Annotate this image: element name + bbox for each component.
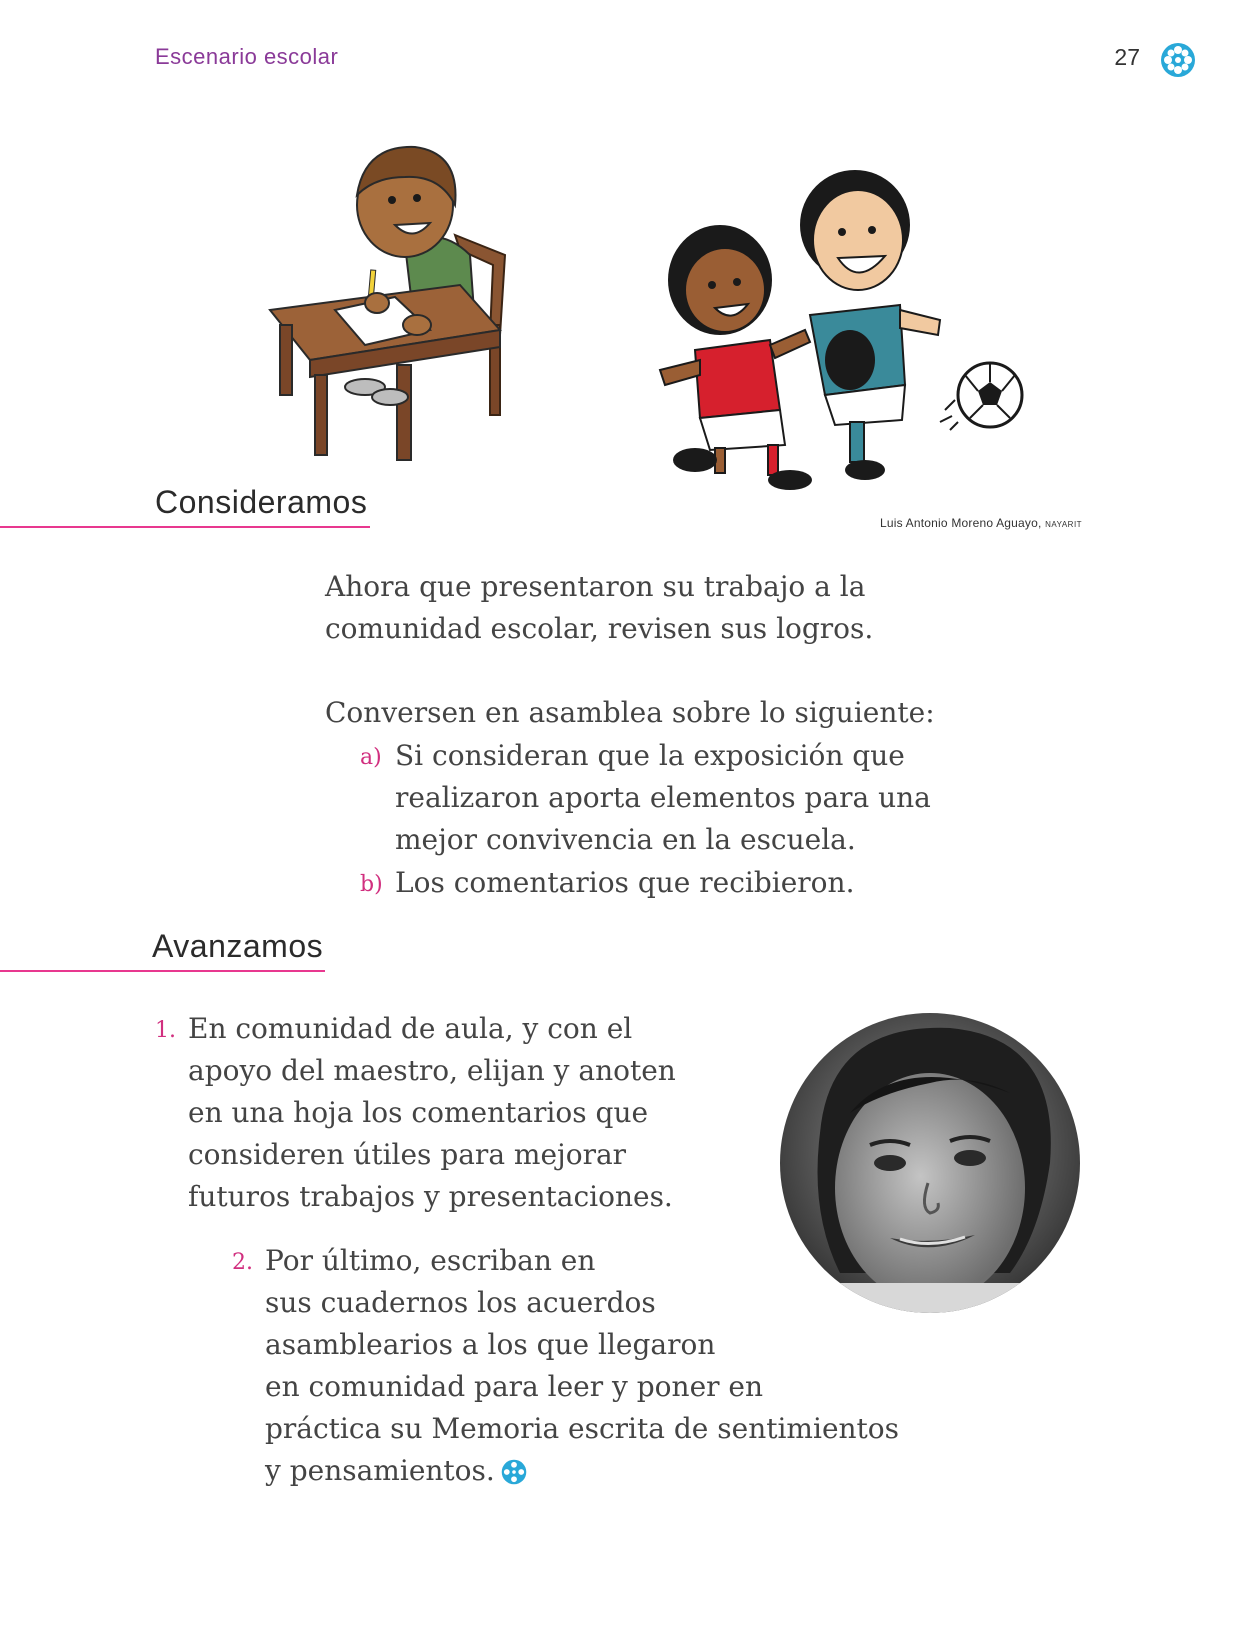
list-line: y pensamientos. — [265, 1454, 495, 1487]
flower-icon — [1160, 42, 1196, 78]
girl-portrait-photo — [780, 1013, 1080, 1313]
list-line: realizaron aporta elementos para una — [395, 781, 931, 814]
running-head: Escenario escolar — [155, 44, 339, 69]
list-line: en comunidad para leer y poner en — [265, 1370, 764, 1403]
section-heading-avanzamos: Avanzamos — [152, 928, 324, 964]
kids-playing-soccer-illustration — [640, 160, 1080, 510]
consideramos-intro — [325, 566, 873, 650]
list-line: Si consideran que la exposición que — [395, 739, 905, 772]
list-item-2 — [232, 1240, 899, 1492]
list-line: práctica su Memoria escrita de sentimientos — [265, 1412, 900, 1445]
list-item-1 — [155, 1008, 676, 1218]
section-heading-consideramos: Consideramos — [155, 484, 368, 520]
credit-name: Luis Antonio Moreno Aguayo, — [880, 516, 1042, 530]
list-line-last — [265, 1450, 899, 1492]
list-item-a — [360, 735, 931, 861]
flower-icon — [501, 1459, 527, 1485]
list-marker: b) — [360, 872, 383, 897]
intro-line: comunidad escolar, revisen sus logros. — [325, 612, 874, 645]
list-line: Por último, escriban en — [265, 1244, 596, 1277]
boy-writing-at-desk-illustration — [265, 125, 535, 475]
list-line: sus cuadernos los acuerdos — [265, 1286, 656, 1319]
section-rule-consideramos — [0, 526, 370, 528]
credit-place: NAYARIT — [1045, 520, 1083, 529]
illustration-credit — [880, 516, 1082, 530]
list-marker: 1. — [155, 1018, 176, 1043]
page-number: 27 — [1114, 44, 1140, 70]
list-line: futuros trabajos y presentaciones. — [188, 1180, 673, 1213]
list-item-b — [360, 862, 854, 904]
list-line: mejor convivencia en la escuela. — [395, 823, 856, 856]
list-marker: 2. — [232, 1250, 253, 1275]
intro-line: Ahora que presentaron su trabajo a la — [325, 570, 866, 603]
list-line: asamblearios a los que llegaron — [265, 1328, 716, 1361]
consideramos-prompt: Conversen en asamblea sobre lo siguiente: — [325, 696, 935, 729]
list-line: En comunidad de aula, y con el — [188, 1012, 633, 1045]
list-line: consideren útiles para mejorar — [188, 1138, 627, 1171]
list-line: en una hoja los comentarios que — [188, 1096, 649, 1129]
list-line: Los comentarios que recibieron. — [395, 866, 855, 899]
list-marker: a) — [360, 745, 382, 770]
list-line: apoyo del maestro, elijan y anoten — [188, 1054, 676, 1087]
section-rule-avanzamos — [0, 970, 325, 972]
